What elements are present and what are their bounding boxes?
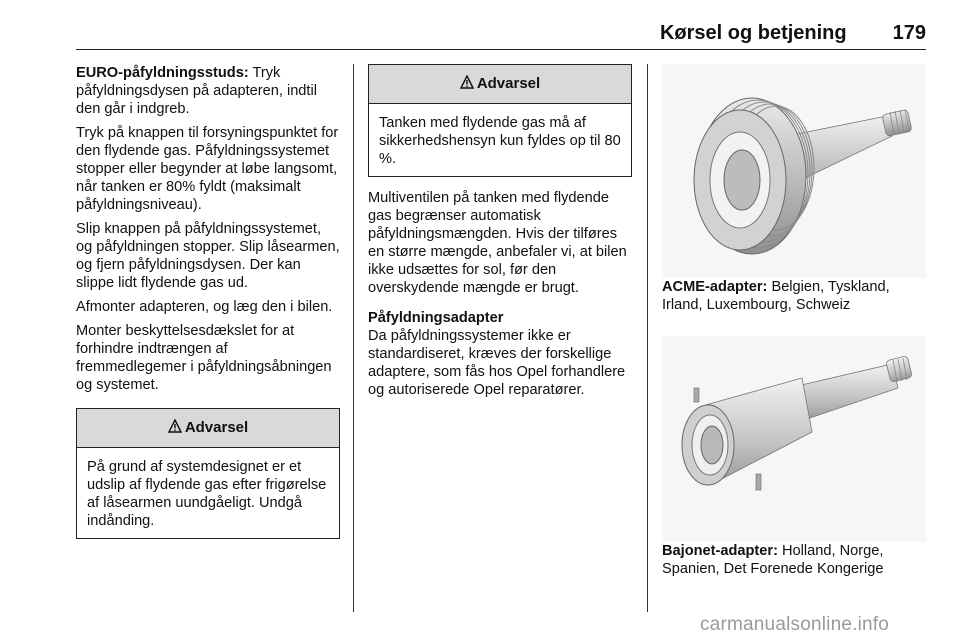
caption-text: Holland, Norge, Spanien, Det Forenede Kongerige [662, 543, 884, 577]
figure-caption [662, 542, 926, 578]
column-2 [368, 64, 632, 405]
column-divider [353, 64, 354, 612]
column-3 [662, 64, 926, 584]
paragraph: Tryk på knappen til forsyningspunktet for den flydende gas. Påfyldningssystemet stopper eller begynder at løbe langsomt, når tanken er 80% fyldt (maksimalt påfyldningsniveau). [76, 125, 339, 213]
figure-caption [662, 278, 926, 314]
paragraph-text: Tryk påfyldningsdysen på adapteren, indtil den går i indgreb. [76, 65, 317, 117]
caption-term: ACME-adapter: [662, 279, 768, 295]
caption-term: Bajonet-adapter: [662, 543, 778, 559]
warning-triangle-icon [168, 419, 182, 438]
warning-header [369, 65, 631, 104]
warning-triangle-icon [460, 75, 474, 94]
header-title: Kørsel og betjening [659, 22, 847, 44]
watermark: carmanualsonline.info [700, 614, 890, 635]
paragraph: Multiventilen på tanken med flydende gas begrænser automatisk påfyldningsmængden. Hvis der tilføres en større mængde, anbefaler vi, at bilen ikke udsættes for sol, før den overskydende mængde er brugt. [368, 190, 627, 296]
warning-header [77, 409, 339, 448]
warning-title: Advarsel [476, 75, 541, 92]
warning-body: Tanken med flydende gas må af sikkerhedshensyn kun fyldes op til 80 %. [379, 115, 621, 167]
column-1 [76, 64, 340, 539]
term-euro: EURO-påfyldningsstuds: [76, 65, 249, 81]
page-number: 179 [892, 22, 926, 44]
paragraph [76, 64, 340, 118]
warning-box [76, 408, 340, 539]
bayonet-adapter-illustration [662, 336, 926, 542]
warning-title: Advarsel [184, 419, 249, 436]
paragraph: Slip knappen på påfyldningssystemet, og påfyldningen stopper. Slip låsearmen, og fjern påfyldningsdysen. Der kan slippe lidt flydende gas ud. [76, 221, 340, 291]
warning-box [368, 64, 632, 177]
paragraph: Da påfyldningssystemer ikke er standardiseret, kræves der forskellige adaptere, som fås hos Opel forhandlere og autoriserede Opel reparatører. [368, 328, 626, 398]
section-heading: Påfyldningsadapter [368, 310, 504, 326]
paragraph: Afmonter adapteren, og læg den i bilen. [76, 299, 333, 315]
page-header [76, 0, 926, 50]
caption-text: Belgien, Tyskland, Irland, Luxembourg, Schweiz [662, 279, 890, 313]
acme-adapter-illustration [662, 64, 926, 278]
column-divider [647, 64, 648, 612]
warning-body: På grund af systemdesignet er et udslip af flydende gas efter frigørelse af låsearmen uundgåeligt. Undgå indånding. [87, 459, 327, 529]
paragraph: Monter beskyttelsesdækslet for at forhindre indtrængen af fremmedlegemer i påfyldningsåbningen og systemet. [76, 323, 332, 393]
